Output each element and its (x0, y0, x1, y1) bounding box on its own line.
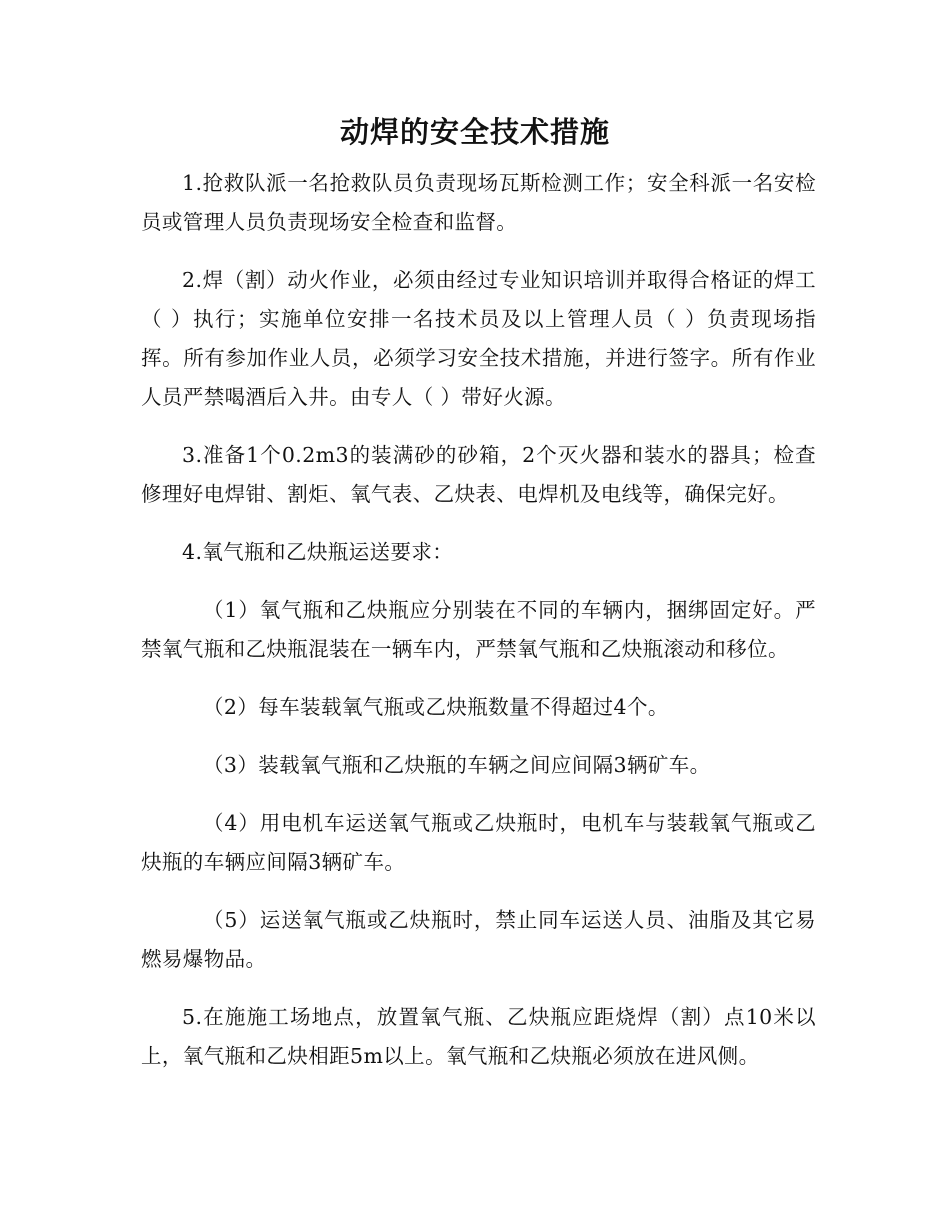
paragraph-5: 5.在施施工场地点，放置氧气瓶、乙炔瓶应距烧焊（割）点10米以上，氧气瓶和乙炔相距5m以上。氧气瓶和乙炔瓶必须放在进风侧。 (141, 1005, 816, 1068)
paragraph-1: 1.抢救队派一名抢救队员负责现场瓦斯检测工作；安全科派一名安检员或管理人员负责现场安全检查和监督。 (141, 171, 816, 234)
sub-item-1: （1）氧气瓶和乙炔瓶应分别装在不同的车辆内，捆绑固定好。严禁氧气瓶和乙炔瓶混装在一辆车内，严禁氧气瓶和乙炔瓶滚动和移位。 (141, 598, 816, 661)
sub-item-5: （5）运送氧气瓶或乙炔瓶时，禁止同车运送人员、油脂及其它易燃易爆物品。 (141, 908, 816, 971)
sub-item-4: （4）用电机车运送氧气瓶或乙炔瓶时，电机车与装载氧气瓶或乙炔瓶的车辆应间隔3辆矿车。 (141, 811, 816, 874)
paragraph-4: 4.氧气瓶和乙炔瓶运送要求： (182, 540, 454, 564)
paragraph-2: 2.焊（割）动火作业，必须由经过专业知识培训并取得合格证的焊工（ ）执行；实施单位安排一名技术员及以上管理人员（ ）负责现场指挥。所有参加作业人员，必须学习安全技术措施，并进行签字。所有作业人员严禁喝酒后入井。由专人（ ）带好火源。 (141, 268, 816, 409)
sub-item-3: （3）装载氧气瓶和乙炔瓶的车辆之间应间隔3辆矿车。 (203, 753, 711, 777)
document-body (141, 164, 816, 1095)
document-title: 动焊的安全技术措施 (339, 115, 610, 149)
sub-item-2: （2）每车装载氧气瓶或乙炔瓶数量不得超过4个。 (203, 695, 669, 719)
paragraph-3: 3.准备1个0.2m3的装满砂的砂箱，2个灭火器和装水的器具；检查修理好电焊钳、割炬、氧气表、乙炔表、电焊机及电线等，确保完好。 (141, 443, 816, 506)
